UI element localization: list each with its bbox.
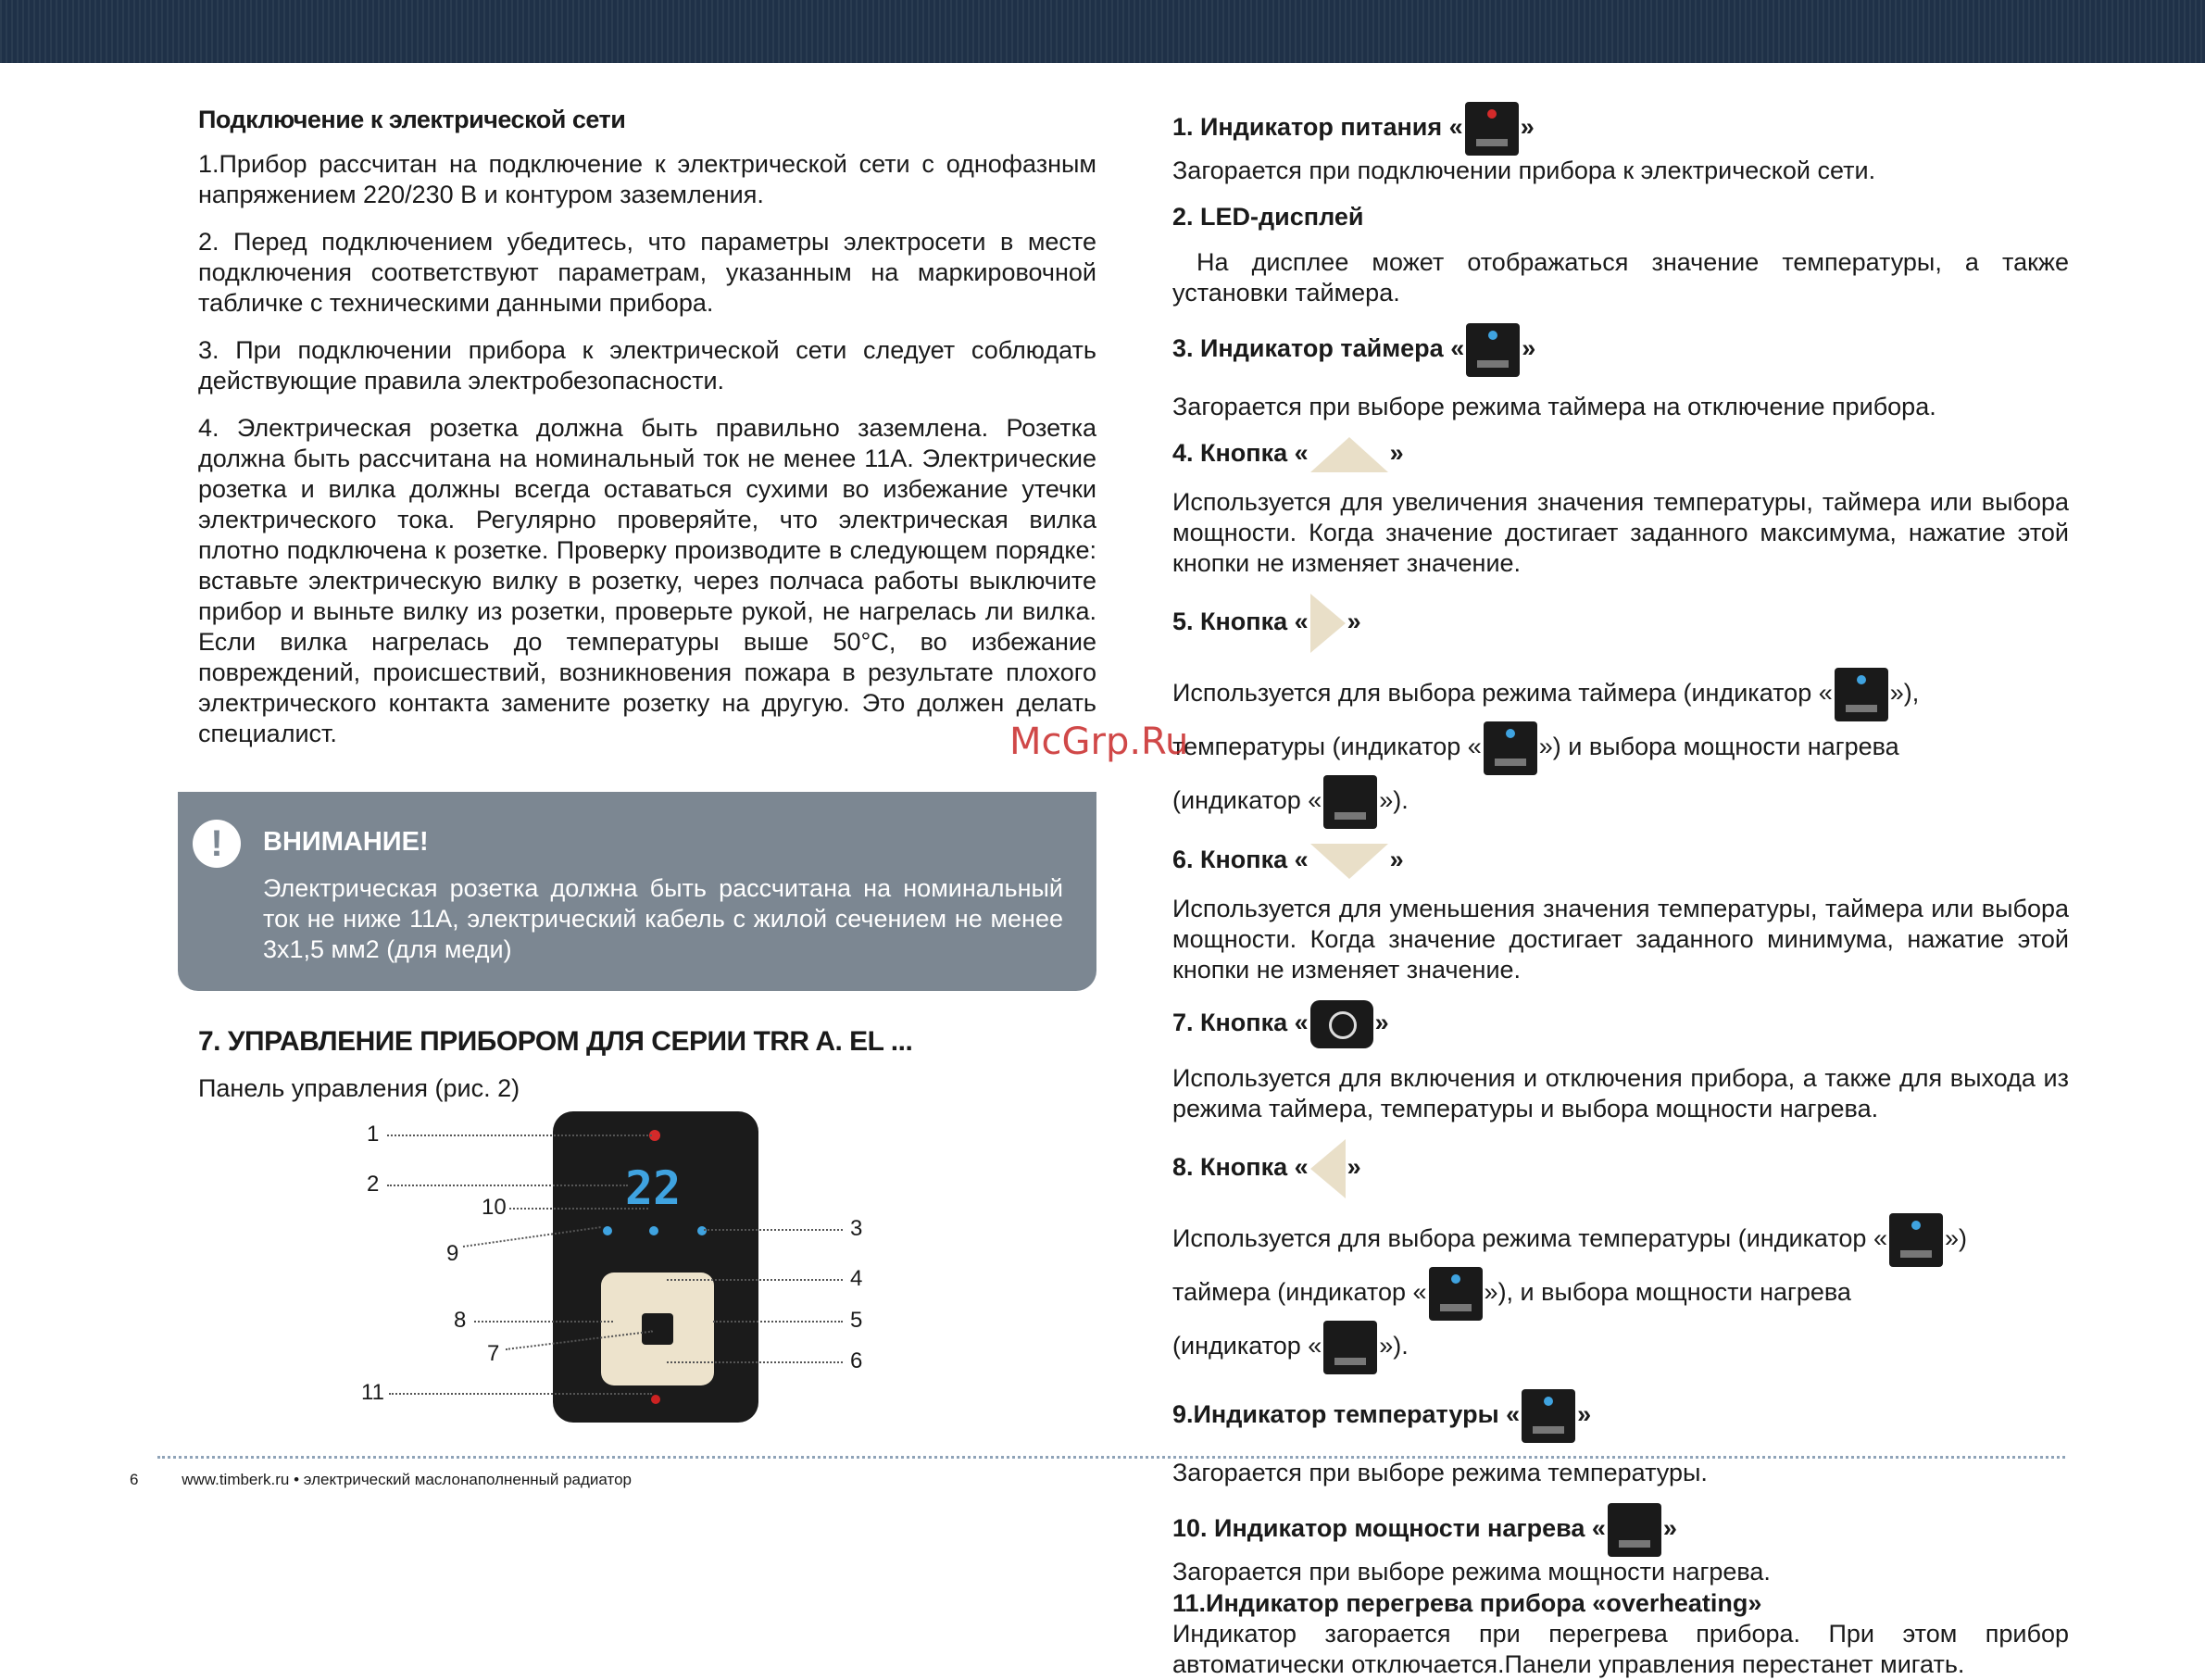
timer-led-icon bbox=[697, 1226, 707, 1235]
item-3-title: 3. Индикатор таймера « » bbox=[1172, 323, 2069, 377]
item-7-text: Используется для включения и отключения прибора, а также для выхода из режима таймера, температуры и выбора мощности нагрева. bbox=[1172, 1064, 2069, 1122]
timer-indicator-icon bbox=[1429, 1267, 1483, 1321]
label-5: 5 bbox=[850, 1308, 863, 1333]
left-column bbox=[198, 102, 1096, 766]
watermark: McGrp.Ru bbox=[1009, 721, 1189, 763]
section-title: 7. УПРАВЛЕНИЕ ПРИБОРОМ ДЛЯ СЕРИИ TRR A. EL ... bbox=[198, 1026, 913, 1057]
item-10-title: 10. Индикатор мощности нагрева « » bbox=[1172, 1503, 2069, 1557]
item-11-title: 11.Индикатор перегрева прибора «overheating» bbox=[1172, 1589, 1762, 1617]
leader-8 bbox=[474, 1321, 613, 1323]
leader-10 bbox=[509, 1208, 648, 1210]
temperature-indicator-icon bbox=[1484, 721, 1537, 775]
connection-heading: Подключение к электрической сети bbox=[198, 106, 626, 133]
led-display: 22 bbox=[625, 1161, 682, 1215]
item-7-title: 7. Кнопка « » bbox=[1172, 1000, 2069, 1048]
leader-2 bbox=[387, 1185, 628, 1186]
control-panel-figure bbox=[553, 1111, 758, 1423]
temperature-indicator-icon bbox=[1889, 1213, 1943, 1267]
power-level-indicator-icon bbox=[1323, 1321, 1377, 1374]
label-11: 11 bbox=[361, 1380, 384, 1405]
label-10: 10 bbox=[482, 1195, 507, 1220]
label-6: 6 bbox=[850, 1348, 863, 1373]
arrow-right-icon bbox=[1310, 594, 1346, 653]
arrow-down-icon bbox=[1310, 844, 1388, 879]
item-3-text: Загорается при выборе режима таймера на отключение прибора. bbox=[1172, 393, 1936, 420]
label-8: 8 bbox=[454, 1308, 467, 1333]
item-1-title: 1. Индикатор питания « » bbox=[1172, 102, 2069, 156]
leader-6 bbox=[667, 1361, 843, 1363]
item-5-title: 5. Кнопка « » bbox=[1172, 594, 2069, 653]
label-4: 4 bbox=[850, 1266, 863, 1291]
item-10-text: Загорается при выборе режима мощности нагрева. bbox=[1172, 1558, 1771, 1586]
power-level-indicator-icon bbox=[1323, 775, 1377, 829]
leader-4 bbox=[667, 1279, 843, 1281]
leader-5 bbox=[713, 1321, 843, 1323]
page-number: 6 bbox=[130, 1471, 139, 1488]
item-2-text: На дисплее может отображаться значение температуры, а также установки таймера. bbox=[1172, 248, 2069, 307]
item-5-line-1: Используется для выбора режима таймера (индикатор « »), bbox=[1172, 668, 2069, 721]
item-5-line-2: температуры (индикатор « ») и выбора мощности нагрева bbox=[1172, 721, 2069, 775]
power-button-icon bbox=[1310, 1000, 1373, 1048]
leader-11 bbox=[389, 1393, 652, 1395]
power-button-icon bbox=[642, 1313, 673, 1345]
paragraph-1: 1.Прибор рассчитан на подключение к электрической сети с однофазным напряжением 220/230 В и контуром заземления. bbox=[198, 150, 1096, 208]
item-6-title: 6. Кнопка « » bbox=[1172, 844, 2069, 879]
temperature-led-icon bbox=[603, 1226, 612, 1235]
item-11-text: Индикатор загорается при перегрева прибора. При этом прибор автоматически отключается.Панели управления перестанет мигать. bbox=[1172, 1620, 2069, 1678]
button-pad bbox=[601, 1273, 714, 1385]
item-6-text: Используется для уменьшения значения температуры, таймера или выбора мощности. Когда значение достигает заданного минимума, нажатие этой кнопки не изменяет значение. bbox=[1172, 895, 2069, 984]
footer-text: www.timberk.ru • электрический маслонаполненный радиатор bbox=[182, 1471, 633, 1488]
temperature-indicator-icon bbox=[1522, 1389, 1575, 1443]
page-footer bbox=[130, 1471, 632, 1489]
power-indicator-icon bbox=[1465, 102, 1519, 156]
item-1-text: Загорается при подключении прибора к электрической сети. bbox=[1172, 157, 1876, 184]
section-subtitle: Панель управления (рис. 2) bbox=[198, 1074, 520, 1102]
label-2: 2 bbox=[367, 1172, 380, 1197]
power-level-indicator-icon bbox=[1608, 1503, 1661, 1557]
item-2-title: 2. LED-дисплей bbox=[1172, 203, 1364, 231]
footer-divider bbox=[157, 1456, 2065, 1459]
warning-box bbox=[178, 792, 1096, 991]
warning-text: Электрическая розетка должна быть рассчитана на номинальный ток не ниже 11А, электрический кабель с жилой сечением не менее 3х1,5 мм2 (для меди) bbox=[263, 874, 1063, 963]
timer-indicator-icon bbox=[1835, 668, 1888, 721]
paragraph-4: 4. Электрическая розетка должна быть правильно заземлена. Розетка должна быть рассчитана на номинальный ток не менее 11А. Электрические розетка и вилка должны всегда оставаться сухими во избежание утечки электрического тока. Регулярно проверяйте, что электрическая вилка плотно подключена к розетке. Проверку производите в следующем порядке: вставьте электрическую вилку в розетку, через полчаса работы выключите прибор и выньте вилку из розетки, проверьте рукой, не нагрелась ли вилка. Если вилка нагрелась до температуры выше 50°С, во избежание повреждений, происшествий, возникновения пожара в результате плохого электрического контакта замените розетку на другую. Это должен делать специалист. bbox=[198, 414, 1096, 747]
item-8-line-1: Используется для выбора режима температуры (индикатор « ») bbox=[1172, 1213, 2069, 1267]
item-9-text: Загорается при выборе режима температуры. bbox=[1172, 1459, 1708, 1486]
paragraph-2: 2. Перед подключением убедитесь, что параметры электросети в месте подключения соответствуют параметрам, указанным на маркировочной табличке с техническими данными прибора. bbox=[198, 228, 1096, 317]
item-8-title: 8. Кнопка « » bbox=[1172, 1139, 2069, 1198]
right-column bbox=[1172, 102, 2069, 1680]
warning-title: ВНИМАНИЕ! bbox=[263, 827, 429, 857]
item-8-line-3: (индикатор « »). bbox=[1172, 1321, 2069, 1374]
power-level-led-icon bbox=[649, 1226, 658, 1235]
arrow-up-icon bbox=[1310, 437, 1388, 472]
item-9-title: 9.Индикатор температуры « » bbox=[1172, 1389, 2069, 1443]
item-4-title: 4. Кнопка « » bbox=[1172, 437, 2069, 472]
item-4-text: Используется для увеличения значения температуры, таймера или выбора мощности. Когда значение достигает заданного максимума, нажатие этой кнопки не изменяет значение. bbox=[1172, 488, 2069, 577]
label-1: 1 bbox=[367, 1122, 380, 1147]
timer-indicator-icon bbox=[1466, 323, 1520, 377]
leader-1 bbox=[387, 1135, 652, 1136]
item-8-line-2: таймера (индикатор « »), и выбора мощности нагрева bbox=[1172, 1267, 2069, 1321]
overheating-led-icon bbox=[651, 1395, 660, 1404]
item-5-line-3: (индикатор « »). bbox=[1172, 775, 2069, 829]
header-bar bbox=[0, 0, 2205, 63]
label-9: 9 bbox=[446, 1241, 459, 1266]
arrow-left-icon bbox=[1310, 1139, 1346, 1198]
leader-3 bbox=[704, 1229, 843, 1231]
label-3: 3 bbox=[850, 1216, 863, 1241]
exclamation-icon: ! bbox=[193, 820, 241, 868]
label-7: 7 bbox=[487, 1341, 500, 1366]
paragraph-3: 3. При подключении прибора к электрической сети следует соблюдать действующие правила электробезопасности. bbox=[198, 336, 1096, 395]
